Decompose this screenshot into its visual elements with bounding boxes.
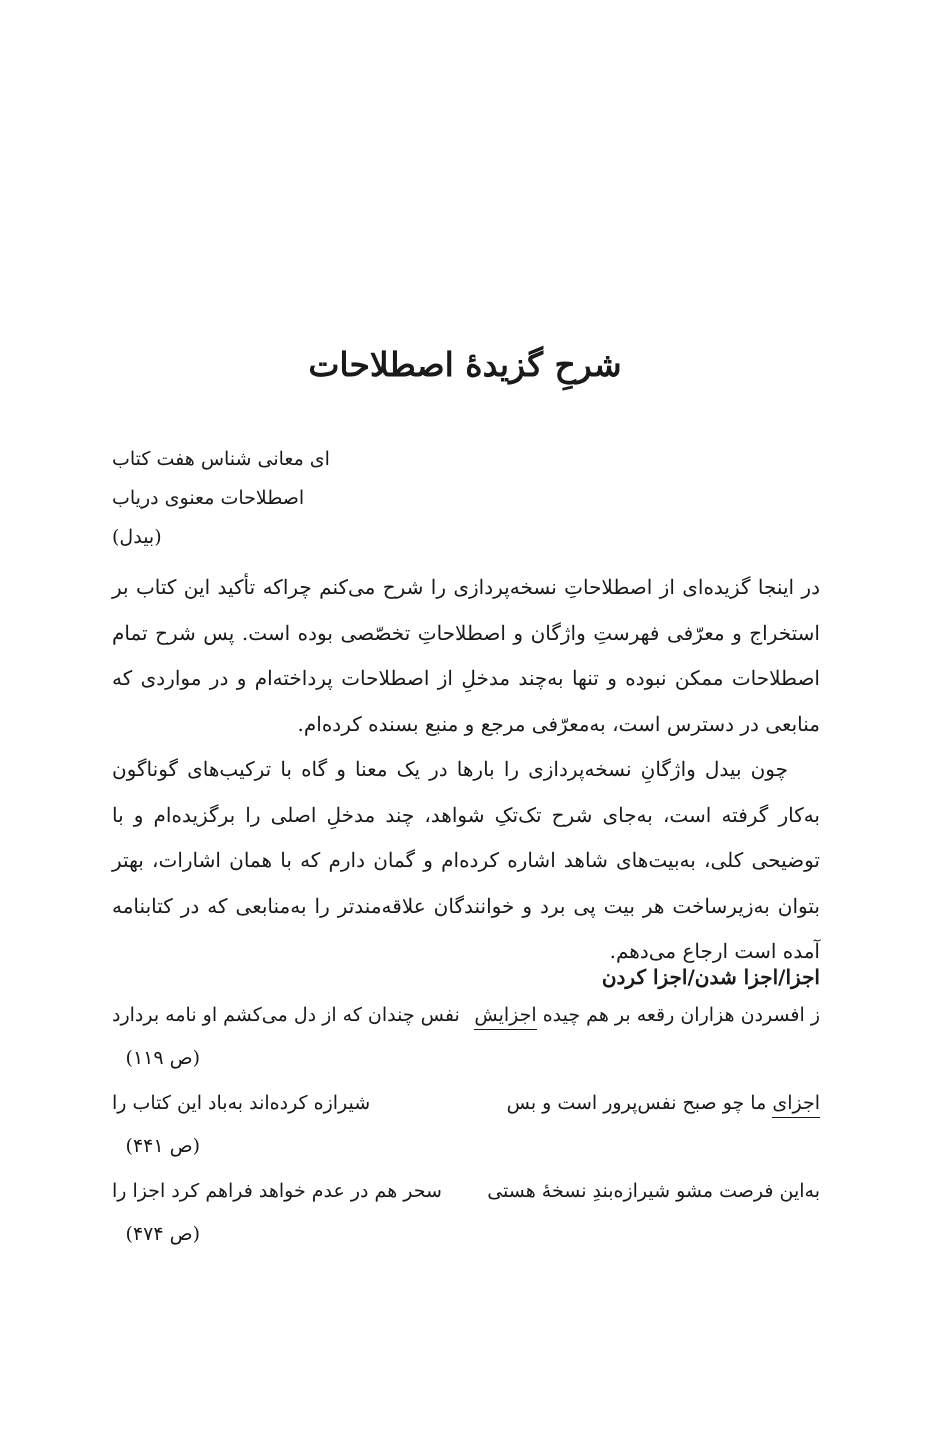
couplet-2-first-hemistich: اجزای ما چو صبح نفس‌پرور است و بس (507, 1080, 820, 1126)
paragraph-2: چون بیدل واژگانِ نسخه‌پردازی را بارها در یک معنا و گاه با ترکیب‌های گوناگون به‌کار گرفته است، به‌جای شرح تک‌تکِ شواهد، چند مدخلِ اصلی را برگزیده‌ام و با توضیحی کلی، به‌بیت‌های شاهد اشاره کرده‌ام و گمان دارم که با همان اشارات، بهتر بتوان به‌زیرساخت هر بیت پی برد و خوانندگان علاقه‌مندتر را به‌منابعی که در کتابنامه آمده است ارجاع می‌دهم. (112, 757, 821, 963)
page-reference: (ص ۴۴۱) (125, 1135, 200, 1157)
underlined-term: اجزای (772, 1092, 820, 1118)
underlined-term: اجزایش (474, 1004, 536, 1030)
page-reference: (ص ۴۷۴) (125, 1223, 200, 1245)
couplet-2 (112, 1080, 820, 1168)
epigraph (112, 440, 822, 557)
entry-heading: اجزا/اجزا شدن/اجزا کردن (601, 965, 820, 989)
couplet-3 (112, 1168, 820, 1256)
epigraph-attribution: (بیدل) (112, 526, 162, 548)
couplet-3-second-hemistich: سحر هم در عدم خواهد فراهم کرد اجزا را (112, 1180, 442, 1202)
couplet-2-second-hemistich: شیرازه کرده‌اند به‌باد این کتاب را (112, 1092, 371, 1114)
body-text (112, 565, 820, 975)
couplet-1 (112, 992, 820, 1080)
couplet-1-second-hemistich: نفس چندان که از دل می‌کشم او نامه بردارد (112, 1004, 460, 1026)
couplet-3-first-hemistich: به‌این فرصت مشو شیرازه‌بندِ نسخهٔ هستی (487, 1180, 820, 1202)
paragraph-1: در اینجا گزیده‌ای از اصطلاحاتِ نسخه‌پردازی را شرح می‌کنم چراکه تأکید این کتاب بر استخراج و معرّفی فهرستِ واژگان و اصطلاحاتِ تخصّصی بوده است. پس شرح تمام اصطلاحات ممکن نبوده و تنها به‌چند مدخلِ از اصطلاحات پرداخته‌ام و در مواردی که منابعی در دسترس است، به‌معرّفی مرجع و منبع بسنده کرده‌ام. (112, 575, 820, 736)
epigraph-line-1: ای معانی شناس هفت کتاب (112, 448, 330, 470)
page-reference: (ص ۱۱۹) (125, 1047, 200, 1069)
epigraph-line-2: اصطلاحات معنوی دریاب (112, 487, 305, 509)
couplet-1-first-hemistich: ز افسردن هزاران رقعه بر هم چیده اجزایش (474, 992, 820, 1038)
entry-section (112, 962, 820, 1256)
page-title: شرحِ گزیدهٔ اصطلاحات (308, 345, 622, 384)
